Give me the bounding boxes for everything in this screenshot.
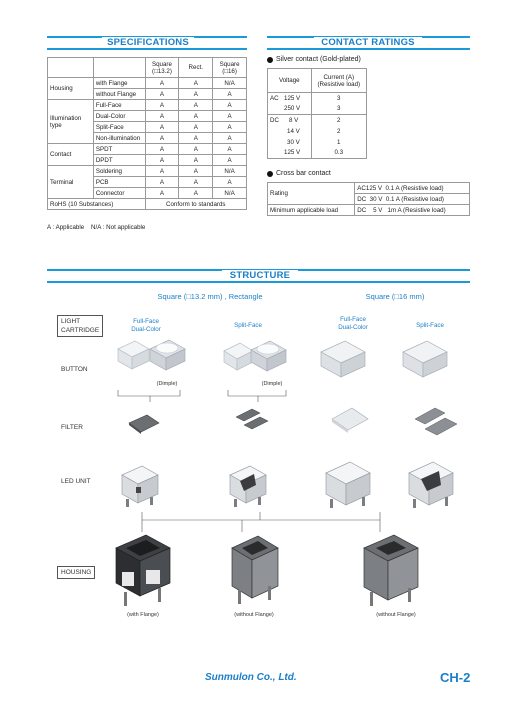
housing-label: HOUSING xyxy=(57,566,95,579)
table-row: Split-Face A A A xyxy=(48,122,247,133)
housing-16-without-flange-icon xyxy=(360,532,422,612)
button-split-dimple-icon xyxy=(248,336,288,374)
table-row: PCB A A A xyxy=(48,177,247,188)
header-square-16: Square (□16) xyxy=(213,58,247,78)
current-header-sub: (Resistive load) xyxy=(317,80,361,88)
without-flange-caption-2: (without Flange) xyxy=(376,612,416,618)
filter-split-icon xyxy=(234,407,270,435)
header-rect: Rect. xyxy=(179,58,213,78)
applicability-legend: A : Applicable N/A : Not applicable xyxy=(47,224,146,231)
table-row: Contact SPDT A A A xyxy=(48,144,247,155)
table-row: AC 125 V 3 xyxy=(268,93,367,104)
table-row: Illumination type Full-Face A A A xyxy=(48,100,247,111)
led-unit-label: LED UNIT xyxy=(61,478,91,485)
page-number: CH-2 xyxy=(440,670,471,685)
without-flange-caption-1: (without Flange) xyxy=(234,612,274,618)
filter-16-clear-icon xyxy=(330,405,370,437)
button-16-full-face-icon xyxy=(318,336,368,380)
button-cap-clear-icon xyxy=(115,337,151,373)
group-label: Illumination type xyxy=(48,100,94,144)
with-flange-caption: (with Flange) xyxy=(127,612,159,618)
button-label: BUTTON xyxy=(61,366,88,373)
housing-with-flange-icon xyxy=(112,532,174,610)
table-row: without Flange A A A xyxy=(48,89,247,100)
light-cartridge-label: LIGHT CARTRIDGE xyxy=(57,315,103,337)
filter-16-split-icon xyxy=(413,405,459,439)
filter-label: FILTER xyxy=(61,424,83,431)
dimple-caption-1: (Dimple) xyxy=(156,381,178,387)
group-label: Contact xyxy=(48,144,94,166)
table-row: 30 V 1 xyxy=(268,137,367,148)
rating-ac: AC125 V 0.1 A (Resistive load) xyxy=(355,183,470,194)
specifications-title: SPECIFICATIONS xyxy=(102,37,194,48)
led-unit-13-split-icon xyxy=(226,463,270,511)
button-16-split-face-icon xyxy=(400,336,450,380)
table-row: Dual-Color A A A xyxy=(48,111,247,122)
header-square-13: Square (□13.2) xyxy=(145,58,179,78)
table-row: Terminal Soldering A A N/A xyxy=(48,166,247,177)
table-row: 125 V 0.3 xyxy=(268,148,367,159)
label-split-face-1: Split-Face xyxy=(234,322,262,329)
contact-ratings-title: CONTACT RATINGS xyxy=(314,37,422,48)
filter-dark-icon xyxy=(127,413,161,435)
led-unit-13-icon xyxy=(118,463,162,511)
crossbar-contact-heading: Cross bar contact xyxy=(267,170,331,177)
led-unit-16-icon xyxy=(322,459,374,513)
current-header: Current (A) xyxy=(323,73,355,81)
led-unit-16-split-icon xyxy=(405,459,457,513)
min-load-label: Minimum applicable load xyxy=(268,205,355,216)
table-row: 250 V 3 xyxy=(268,104,367,115)
housing-without-flange-icon xyxy=(228,532,282,610)
dimple-caption-2: (Dimple) xyxy=(261,381,283,387)
label-full-face-dual-color-1: Full-Face Dual-Color xyxy=(131,318,161,333)
company-name: Sunmulon Co., Ltd. xyxy=(205,672,297,683)
structure-title: STRUCTURE xyxy=(222,270,298,281)
table-row: Connector A A N/A xyxy=(48,188,247,199)
rohs-label: RoHS (10 Substances) xyxy=(48,199,146,210)
subheading-square-13: Square (□13.2 mm) , Rectangle xyxy=(157,292,263,301)
group-label: Terminal xyxy=(48,166,94,199)
group-label: Housing xyxy=(48,78,94,100)
table-row: Non-illumination A A A xyxy=(48,133,247,144)
voltage-header: Voltage xyxy=(268,69,312,93)
table-row: Housing with Flange A A N/A xyxy=(48,78,247,89)
min-load-value: DC 5 V 1m A (Resistive load) xyxy=(355,205,470,216)
table-row: 14 V 2 xyxy=(268,126,367,137)
rohs-value: Conform to standards xyxy=(145,199,246,210)
label-full-face-dual-color-2: Full-Face Dual-Color xyxy=(338,316,368,331)
label-split-face-2: Split-Face xyxy=(416,322,444,329)
button-cap-dimple-icon xyxy=(147,335,187,373)
silver-contact-heading: Silver contact (Gold-plated) xyxy=(267,56,361,63)
rating-dc: DC 30 V 0.1 A (Resistive load) xyxy=(355,194,470,205)
table-row: DC 8 V 2 xyxy=(268,115,367,126)
rating-label: Rating xyxy=(268,183,355,205)
table-row: DPDT A A A xyxy=(48,155,247,166)
subheading-square-16: Square (□16 mm) xyxy=(365,292,425,301)
